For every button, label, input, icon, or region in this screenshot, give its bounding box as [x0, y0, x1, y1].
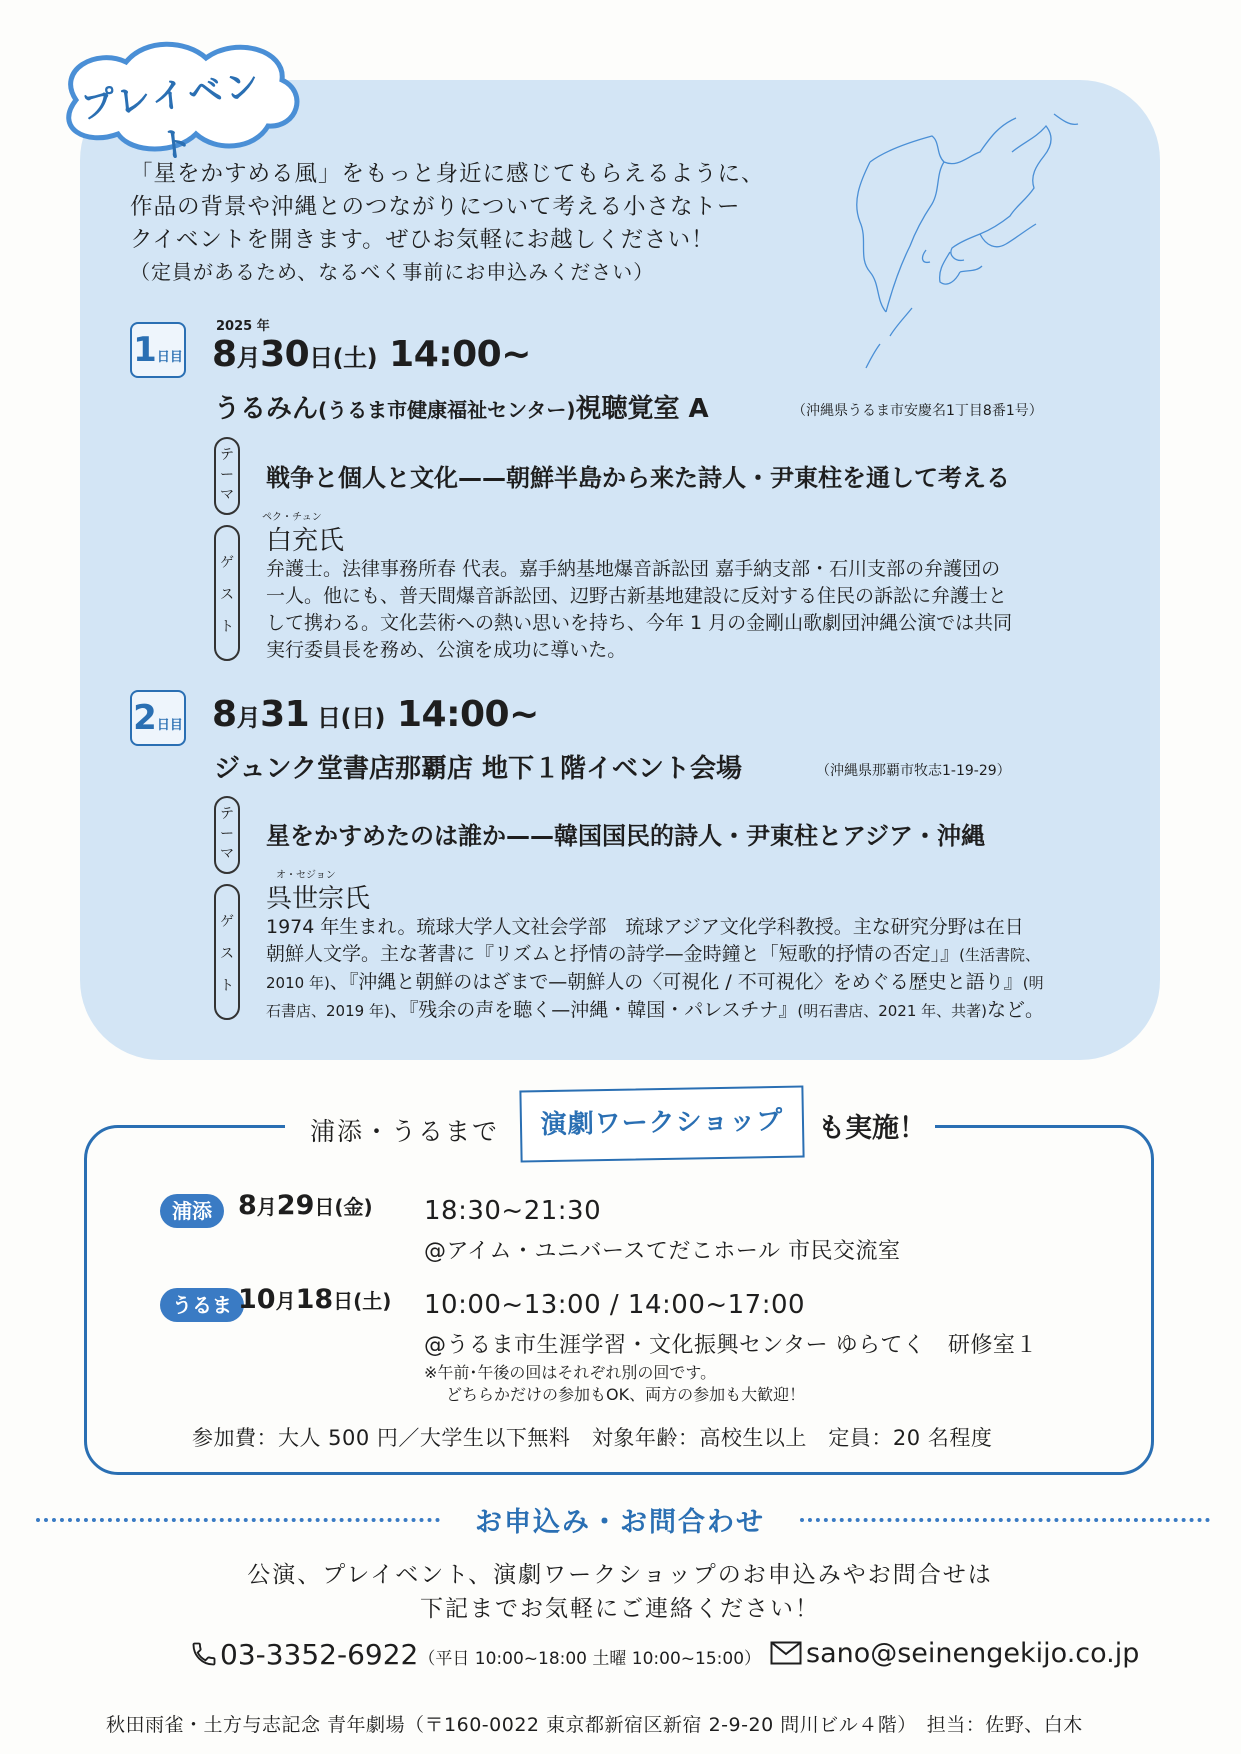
day2-badge — [130, 690, 186, 746]
guest-ruby: ペク・チュン — [262, 512, 322, 523]
japan-map-icon — [840, 112, 1090, 382]
intro-line: 作品の背景や沖縄とのつながりについて考える小さなトー — [130, 194, 741, 220]
phone-hours: （平日 10:00~18:00 土曜 10:00~15:00） — [418, 1649, 762, 1669]
day1-badge — [130, 322, 186, 378]
guest-label: ゲ ス ト — [214, 884, 240, 1020]
workshop-fee: 参加費：大人 500 円／大学生以下無料 対象年齢：高校生以上 定員：20 名程度 — [192, 1426, 993, 1450]
guest-label: ゲ ス ト — [214, 525, 240, 661]
theme-label: テ ー マ — [214, 796, 240, 874]
day1-address: （沖縄県うるま市安慶名1丁目8番1号） — [792, 403, 1043, 419]
urasoe-date: 8月29日(金) — [238, 1190, 373, 1221]
phone-icon — [190, 1640, 218, 1668]
contact-message-2: 下記までお気軽にご連絡ください！ — [420, 1596, 820, 1622]
email-address[interactable]: sano@seinengekijo.co.jp — [806, 1638, 1140, 1669]
workshop-prefix: 浦添・うるまで — [310, 1117, 500, 1146]
phone-contact[interactable] — [190, 1638, 761, 1671]
day1-guest-bio: 弁護士。法律事務所春 代表。嘉手納基地爆音訴訟団 嘉手納支部・石川支部の弁護団の 一人。他にも、普天間爆音訴訟団、辺野古新基地建設に反対する住民の訴訟に弁護士と して携わる。文化芸術への熱い思いを持ち、今年 1 月の金剛山歌劇団沖縄公演では共同 実行委員長を務め、公演を成功に導いた。 — [266, 558, 1013, 661]
dotted-divider-left — [36, 1518, 440, 1522]
day1-date: 8月30日(土) 14:00~ — [212, 334, 531, 375]
pre-event-label: プレイベント — [78, 65, 265, 167]
day2-theme: 星をかすめたのは誰か——韓国国民的詩人・尹東柱とアジア・沖縄 — [266, 822, 986, 850]
theme-label: テ ー マ — [214, 437, 240, 515]
contact-message-1: 公演、プレイベント、演劇ワークショップのお申込みやお問合せは — [247, 1562, 993, 1588]
day1-theme: 戦争と個人と文化——朝鮮半島から来た詩人・尹東柱を通して考える — [266, 464, 1010, 492]
day2-guest-bio: 1974 年生まれ。琉球大学人文社会学部 琉球アジア文化学科教授。主な研究分野は在日 朝鮮人文学。主な著書に『リズムと抒情の詩学—金時鐘と「短歌的抒情の否定」』(生活書院、 2010 年)、『沖縄と朝鮮のはざまで—朝鮮人の〈可視化 / 不可視化〉をめぐる歴史と語り』(明 石書店、2019 年)、『残余の声を聴く—沖縄・韓国・パレスチナ』(明石書店、2021 年、共著)など。 — [266, 916, 1045, 1021]
urasoe-time: 18:30~21:30 — [424, 1196, 602, 1226]
day-number: 2 — [133, 698, 157, 738]
workshop-title: 演劇ワークショップ — [519, 1086, 804, 1163]
day2-date: 8月31 日(日) 14:00~ — [212, 694, 539, 735]
day1-venue: うるみん(うるま市健康福祉センター)視聴覚室 A — [214, 394, 709, 424]
urasoe-badge: 浦添 — [160, 1194, 224, 1228]
mail-icon — [770, 1641, 802, 1665]
uruma-note-1: ※午前･午後の回はそれぞれ別の回です。 — [424, 1363, 717, 1382]
urasoe-place: @アイム・ユニバースてだこホール 市民交流室 — [424, 1239, 901, 1264]
guest-ruby: オ・セジョン — [276, 870, 336, 881]
email-contact[interactable] — [770, 1638, 1139, 1669]
day-suffix: 日目 — [156, 718, 183, 733]
phone-number[interactable]: 03-3352-6922 — [220, 1638, 419, 1671]
intro-text — [130, 158, 830, 287]
intro-line: 「星をかすめる風」をもっと身近に感じてもらえるように、 — [130, 161, 765, 187]
dotted-divider-right — [800, 1518, 1210, 1522]
intro-line: クイベントを開きます。ぜひお気軽にお越しください！ — [130, 227, 715, 253]
workshop-suffix: も実施！ — [818, 1113, 926, 1144]
footer-organization: 秋田雨雀・土方与志記念 青年劇場（〒160-0022 東京都新宿区新宿 2-9-20 問川ビル４階） 担当：佐野、白木 — [106, 1714, 1083, 1736]
day1-guest-name: 白充氏 — [266, 526, 345, 556]
day2-venue: ジュンク堂書店那覇店 地下１階イベント会場 — [214, 754, 743, 784]
contact-title: お申込み・お問合わせ — [475, 1507, 765, 1538]
day-suffix: 日目 — [156, 350, 183, 365]
uruma-date: 10月18日(土) — [238, 1284, 392, 1315]
day2-guest-name: 呉世宗氏 — [266, 884, 371, 914]
uruma-place: @うるま市生涯学習・文化振興センター ゆらてく 研修室１ — [424, 1333, 1038, 1358]
day2-address: （沖縄県那覇市牧志1-19-29） — [816, 763, 1011, 779]
uruma-note-2: どちらかだけの参加もOK、両方の参加も大歓迎！ — [446, 1385, 806, 1404]
intro-note: （定員があるため、なるべく事前にお申込みください） — [130, 260, 655, 284]
event-year: 2025 年 — [216, 319, 270, 334]
day-number: 1 — [133, 330, 157, 370]
uruma-badge: うるま — [160, 1288, 244, 1322]
uruma-time: 10:00~13:00 / 14:00~17:00 — [424, 1290, 806, 1320]
